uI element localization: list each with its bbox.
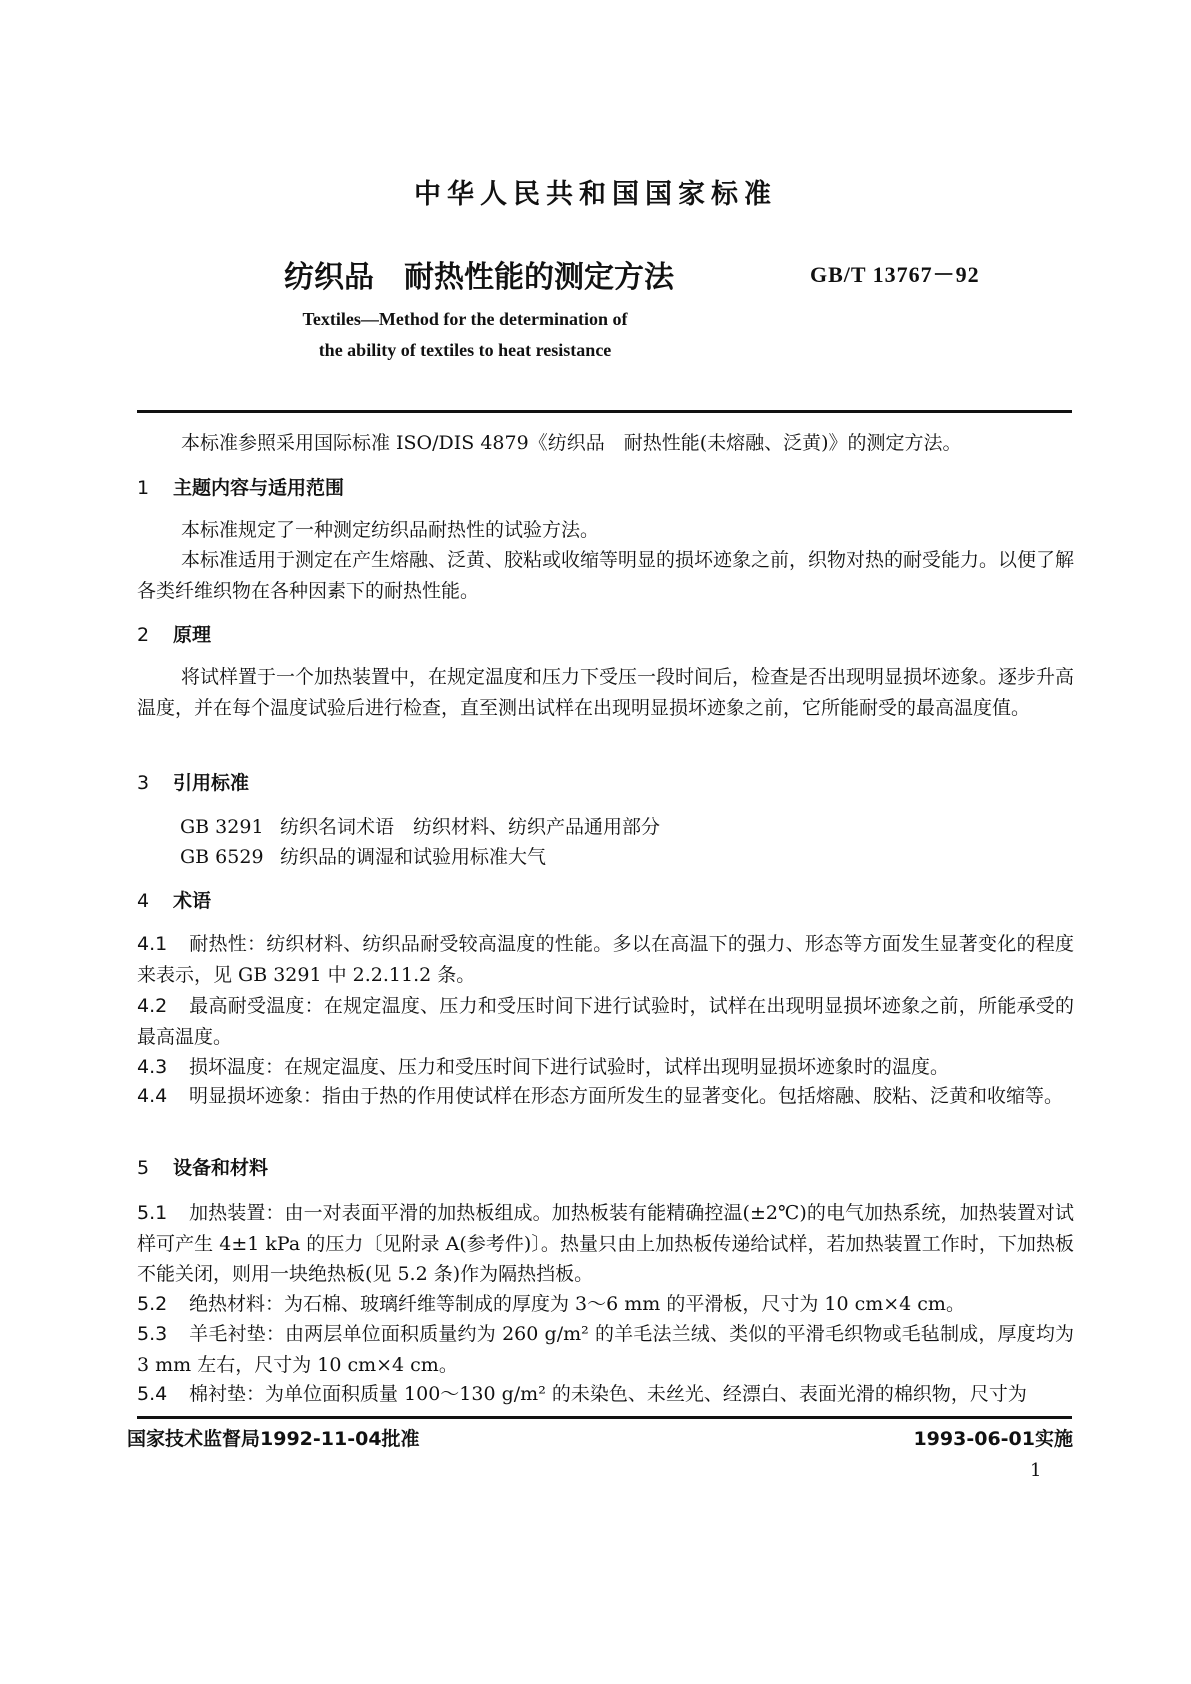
section-title: 术语 bbox=[173, 890, 212, 912]
section-number: 3 bbox=[137, 772, 150, 794]
clause-5-4 bbox=[137, 1379, 1074, 1410]
approval-date: 国家技术监督局1992-11-04批准 bbox=[127, 1428, 420, 1450]
clause-4-3 bbox=[137, 1052, 1074, 1083]
clause-number: 4.3 bbox=[137, 1056, 168, 1078]
clause-4-2 bbox=[137, 991, 1074, 1052]
clause-text: 棉衬垫：为单位面积质量 100～130 g/m² 的未染色、未丝光、经漂白、表面光滑的棉织物，尺寸为 bbox=[189, 1383, 1027, 1405]
clause-5-2 bbox=[137, 1289, 1074, 1320]
clause-number: 4.4 bbox=[137, 1085, 168, 1107]
intro-paragraph: 本标准参照采用国际标准 ISO/DIS 4879《纺织品 耐热性能(未熔融、泛黄)》的测定方法。 bbox=[181, 432, 962, 454]
clause-number: 5.2 bbox=[137, 1293, 168, 1315]
clause-text: 损坏温度：在规定温度、压力和受压时间下进行试验时，试样出现明显损坏迹象时的温度。 bbox=[189, 1056, 950, 1078]
section-title: 原理 bbox=[173, 624, 212, 646]
clause-text: 绝热材料：为石棉、玻璃纤维等制成的厚度为 3～6 mm 的平滑板，尺寸为 10 cm×4 cm。 bbox=[189, 1293, 965, 1315]
section-number: 5 bbox=[137, 1157, 150, 1179]
standard-type-heading: 中华人民共和国国家标准 bbox=[414, 179, 777, 210]
english-title-line-1: Textiles—Method for the determination of bbox=[302, 309, 628, 329]
section-number: 4 bbox=[137, 890, 150, 912]
section-title: 引用标准 bbox=[173, 772, 250, 794]
clause-4-1 bbox=[137, 929, 1074, 990]
document-title: 纺织品 耐热性能的测定方法 bbox=[284, 260, 674, 295]
english-title-line-2: the ability of textiles to heat resistance bbox=[318, 340, 612, 360]
clause-number: 4.1 bbox=[137, 933, 168, 955]
section-1-heading bbox=[137, 473, 344, 500]
reference-item bbox=[180, 812, 660, 839]
section-3-heading bbox=[137, 768, 249, 795]
section-2-heading bbox=[137, 620, 211, 647]
paragraph: 将试样置于一个加热装置中，在规定温度和压力下受压一段时间后，检查是否出现明显损坏迹象。逐步升高温度，并在每个温度试验后进行检查，直至测出试样在出现明显损坏迹象之前，它所能耐受的最高温度值。 bbox=[137, 666, 1075, 719]
section-number: 2 bbox=[137, 624, 150, 646]
section-number: 1 bbox=[137, 477, 150, 499]
clause-number: 5.3 bbox=[137, 1323, 168, 1345]
section-5-heading bbox=[137, 1153, 268, 1180]
clause-text: 最高耐受温度：在规定温度、压力和受压时间下进行试验时，试样在出现明显损坏迹象之前，所能承受的最高温度。 bbox=[137, 995, 1074, 1048]
effective-date: 1993-06-01实施 bbox=[913, 1428, 1073, 1450]
page-number: 1 bbox=[1030, 1460, 1042, 1481]
clause-text: 明显损坏迹象：指由于热的作用使试样在形态方面所发生的显著变化。包括熔融、胶粘、泛黄和收缩等。 bbox=[189, 1085, 1064, 1107]
clause-number: 5.4 bbox=[137, 1383, 168, 1405]
clause-text: 羊毛衬垫：由两层单位面积质量约为 260 g/m² 的羊毛法兰绒、类似的平滑毛织物或毛毡制成，厚度均为 3 mm 左右，尺寸为 10 cm×4 cm。 bbox=[137, 1323, 1074, 1376]
clause-5-1 bbox=[137, 1198, 1074, 1290]
reference-title: 纺织品的调湿和试验用标准大气 bbox=[280, 846, 547, 868]
clause-text: 加热装置：由一对表面平滑的加热板组成。加热板装有能精确控温(±2℃)的电气加热系统，加热装置对试样可产生 4±1 kPa 的压力〔见附录 A(参考件)〕。热量只由上加热板传递给试样，若加热装置工作时，下加热板不能关闭，则用一块绝热板(见 5.2 条)作为隔热挡板。 bbox=[137, 1202, 1074, 1285]
reference-title: 纺织名词术语 纺织材料、纺织产品通用部分 bbox=[280, 816, 661, 838]
footer-divider bbox=[137, 1416, 1072, 1419]
clause-4-4 bbox=[137, 1081, 1074, 1112]
clause-number: 4.2 bbox=[137, 995, 168, 1017]
reference-code: GB 6529 bbox=[180, 846, 264, 868]
clause-5-3 bbox=[137, 1319, 1074, 1380]
clause-text: 耐热性：纺织材料、纺织品耐受较高温度的性能。多以在高温下的强力、形态等方面发生显著变化的程度来表示，见 GB 3291 中 2.2.11.2 条。 bbox=[137, 933, 1074, 986]
section-title: 设备和材料 bbox=[173, 1157, 269, 1179]
reference-code: GB 3291 bbox=[180, 816, 264, 838]
section-title: 主题内容与适用范围 bbox=[173, 477, 345, 499]
paragraph: 本标准适用于测定在产生熔融、泛黄、胶粘或收缩等明显的损坏迹象之前，织物对热的耐受能力。以便了解各类纤维织物在各种因素下的耐热性能。 bbox=[137, 549, 1075, 602]
standard-code: GB/T 13767－92 bbox=[810, 262, 980, 287]
clause-number: 5.1 bbox=[137, 1202, 168, 1224]
reference-item bbox=[180, 842, 546, 869]
section-4-heading bbox=[137, 886, 211, 913]
header-divider bbox=[137, 410, 1072, 413]
paragraph: 本标准规定了一种测定纺织品耐热性的试验方法。 bbox=[181, 519, 600, 541]
